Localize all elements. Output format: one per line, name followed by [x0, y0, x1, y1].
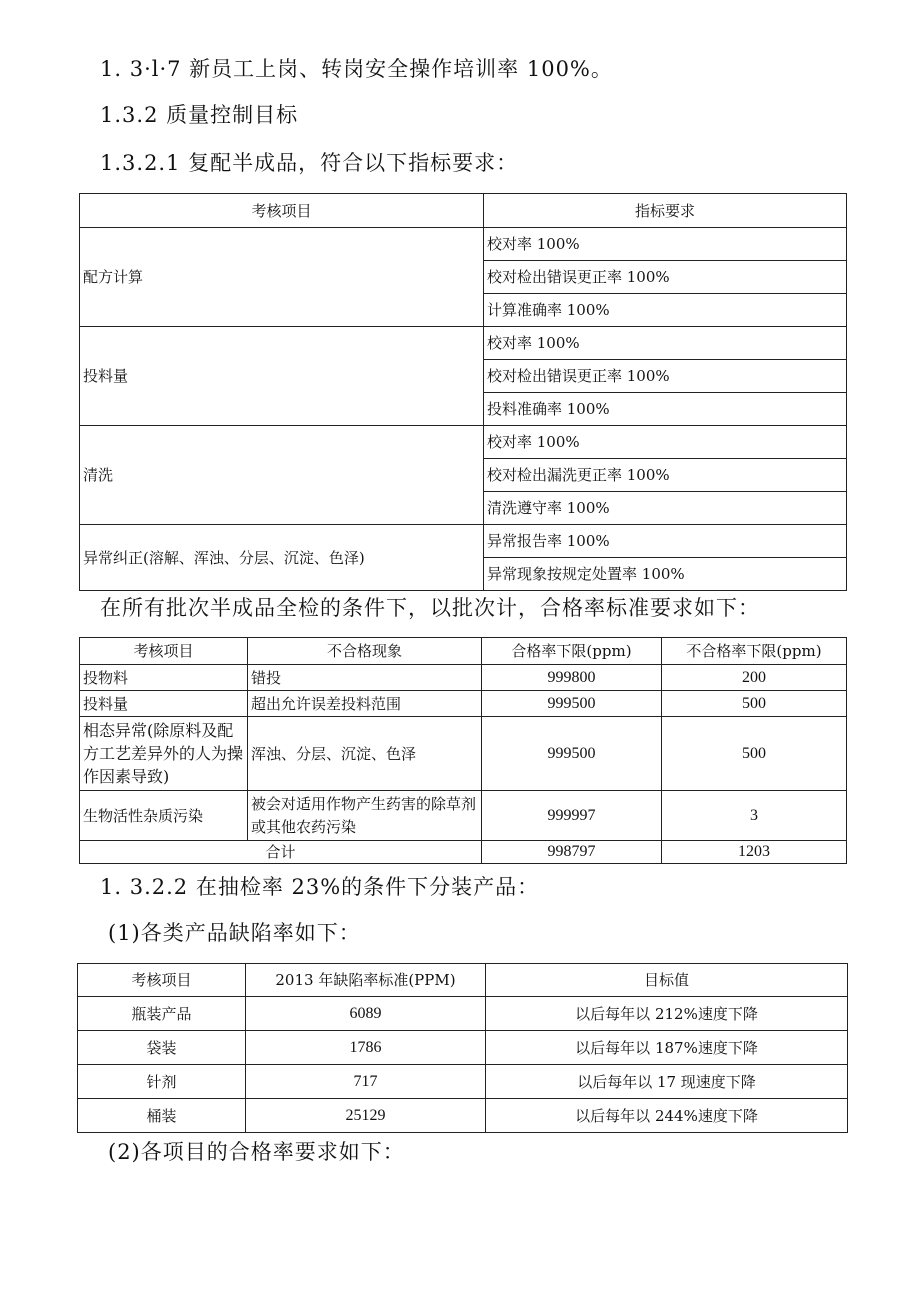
- table1-req: 清洗遵守率 100%: [484, 492, 847, 525]
- table3-item: 桶装: [78, 1099, 246, 1133]
- table3-target: 以后每年以 244%速度下降: [486, 1099, 848, 1133]
- table-row: [78, 1031, 848, 1065]
- para-1321: 1.3.2.1 复配半成品，符合以下指标要求：: [100, 151, 519, 175]
- table1-req: 校对率 100%: [484, 327, 847, 360]
- table3-item: 瓶装产品: [78, 997, 246, 1031]
- table2-issue: 超出允许误差投料范围: [248, 691, 482, 717]
- table-row: [80, 665, 847, 691]
- table1-req: 校对检出错误更正率 100%: [484, 360, 847, 393]
- table1-req: 异常现象按规定处置率 100%: [484, 558, 847, 591]
- table2-item: 投物料: [80, 665, 248, 691]
- table2-header-issue: 不合格现象: [248, 638, 482, 665]
- table1-item: 投料量: [80, 327, 484, 426]
- table1-header-item: 考核项目: [80, 194, 484, 228]
- table3-header-item: 考核项目: [78, 964, 246, 997]
- table2-fail: 500: [662, 717, 847, 791]
- table2-fail: 500: [662, 691, 847, 717]
- table1-item: 清洗: [80, 426, 484, 525]
- table3-header-target: 目标值: [486, 964, 848, 997]
- para-1322: 1. 3.2.2 在抽检率 23%的条件下分装产品：: [100, 875, 540, 899]
- table3-std: 25129: [246, 1099, 486, 1133]
- table-row: [80, 791, 847, 841]
- para-1: (1)各类产品缺陷率如下：: [108, 921, 361, 945]
- table1-req: 校对率 100%: [484, 228, 847, 261]
- table2-total-pass: 998797: [482, 841, 662, 864]
- table2-pass: 999997: [482, 791, 662, 841]
- table2-issue: 被会对适用作物产生药害的除草剂或其他农药污染: [248, 791, 482, 841]
- table1-req: 校对检出错误更正率 100%: [484, 261, 847, 294]
- para-132: 1.3.2 质量控制目标: [100, 103, 299, 127]
- table-row: [80, 717, 847, 791]
- table2-issue: 浑浊、分层、沉淀、色泽: [248, 717, 482, 791]
- table2-total-fail: 1203: [662, 841, 847, 864]
- table3-item: 袋装: [78, 1031, 246, 1065]
- table1-item: 配方计算: [80, 228, 484, 327]
- table3-item: 针剂: [78, 1065, 246, 1099]
- table2-pass: 999500: [482, 717, 662, 791]
- table1-header-req: 指标要求: [484, 194, 847, 228]
- table2-header-item: 考核项目: [80, 638, 248, 665]
- table3-header-std: 2013 年缺陷率标准(PPM): [246, 964, 486, 997]
- table2-item: 投料量: [80, 691, 248, 717]
- table1-req: 计算准确率 100%: [484, 294, 847, 327]
- table3-std: 1786: [246, 1031, 486, 1065]
- table2-pass: 999800: [482, 665, 662, 691]
- table2-item: 生物活性杂质污染: [80, 791, 248, 841]
- table1-req: 校对检出漏洗更正率 100%: [484, 459, 847, 492]
- table2-fail: 3: [662, 791, 847, 841]
- para-1317: 1. 3·l·7 新员工上岗、转岗安全操作培训率 100%。: [100, 57, 613, 81]
- para-batch: 在所有批次半成品全检的条件下，以批次计，合格率标准要求如下：: [100, 596, 760, 620]
- table-row: [78, 1099, 848, 1133]
- table-total-row: [80, 841, 847, 864]
- table2-header-pass: 合格率下限(ppm): [482, 638, 662, 665]
- defect-rate-table: [77, 963, 848, 1133]
- table1-item: 异常纠正(溶解、浑浊、分层、沉淀、色泽): [80, 525, 484, 591]
- table2-pass: 999500: [482, 691, 662, 717]
- indicator-table: [79, 193, 847, 591]
- table3-std: 6089: [246, 997, 486, 1031]
- table3-target: 以后每年以 17 现速度下降: [486, 1065, 848, 1099]
- table2-item: 相态异常(除原料及配方工艺差异外的人为操作因素导致): [80, 717, 248, 791]
- table3-target: 以后每年以 187%速度下降: [486, 1031, 848, 1065]
- table2-fail: 200: [662, 665, 847, 691]
- table3-std: 717: [246, 1065, 486, 1099]
- table1-req: 投料准确率 100%: [484, 393, 847, 426]
- para-2: (2)各项目的合格率要求如下：: [108, 1140, 405, 1164]
- pass-rate-table: [79, 637, 847, 864]
- table1-req: 异常报告率 100%: [484, 525, 847, 558]
- table-row: [80, 691, 847, 717]
- table-row: [78, 1065, 848, 1099]
- table1-req: 校对率 100%: [484, 426, 847, 459]
- table2-header-fail: 不合格率下限(ppm): [662, 638, 847, 665]
- table3-target: 以后每年以 212%速度下降: [486, 997, 848, 1031]
- table-row: [78, 997, 848, 1031]
- table2-issue: 错投: [248, 665, 482, 691]
- table2-total-label: 合计: [80, 841, 482, 864]
